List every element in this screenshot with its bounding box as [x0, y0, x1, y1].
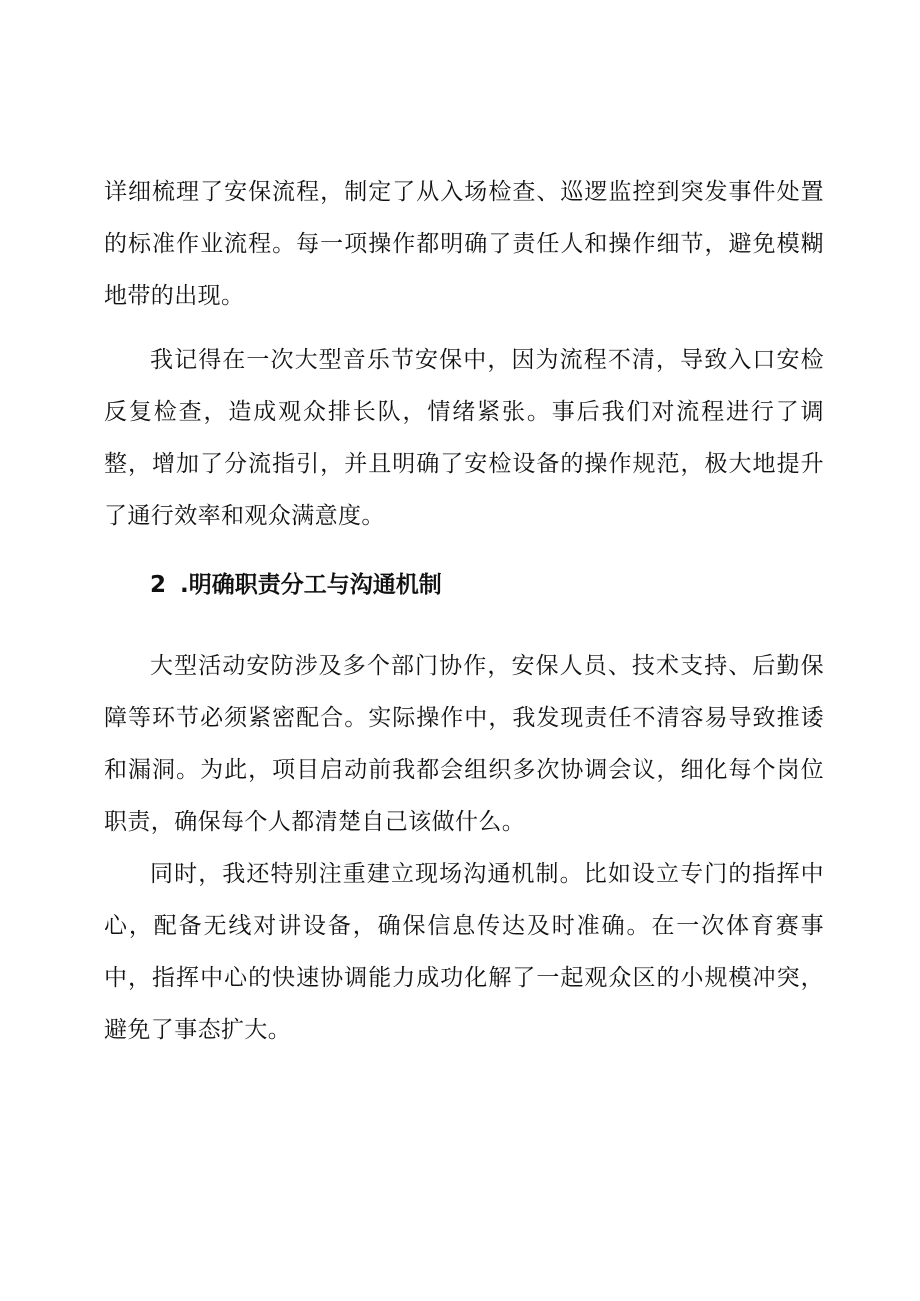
section-title: .明确职责分工与沟通机制: [180, 572, 442, 598]
section-number: 2: [150, 572, 167, 598]
section-heading: [150, 568, 442, 602]
paragraph-communication-mechanism: 同时，我还特别注重建立现场沟通机制。比如设立专门的指挥中心，配备无线对讲设备，确保信息传达及时准确。在一次体育赛事中，指挥中心的快速协调能力成功化解了一起观众区的小规模冲突，避免了事态扩大。: [104, 861, 824, 1043]
paragraph-music-festival-example: 我记得在一次大型音乐节安保中，因为流程不清，导致入口安检反复检查，造成观众排长队，情绪紧张。事后我们对流程进行了调整，增加了分流指引，并且明确了安检设备的操作规范，极大地提升了通行效率和观众满意度。: [104, 347, 824, 529]
paragraph-process-standardization: 详细梳理了安保流程，制定了从入场检查、巡逻监控到突发事件处置的标准作业流程。每一项操作都明确了责任人和操作细节，避免模糊地带的出现。: [104, 179, 824, 309]
paragraph-responsibility-division: 大型活动安防涉及多个部门协作，安保人员、技术支持、后勤保障等环节必须紧密配合。实际操作中，我发现责任不清容易导致推诿和漏洞。为此，项目启动前我都会组织多次协调会议，细化每个岗位职责，确保每个人都清楚自己该做什么。: [104, 653, 824, 835]
